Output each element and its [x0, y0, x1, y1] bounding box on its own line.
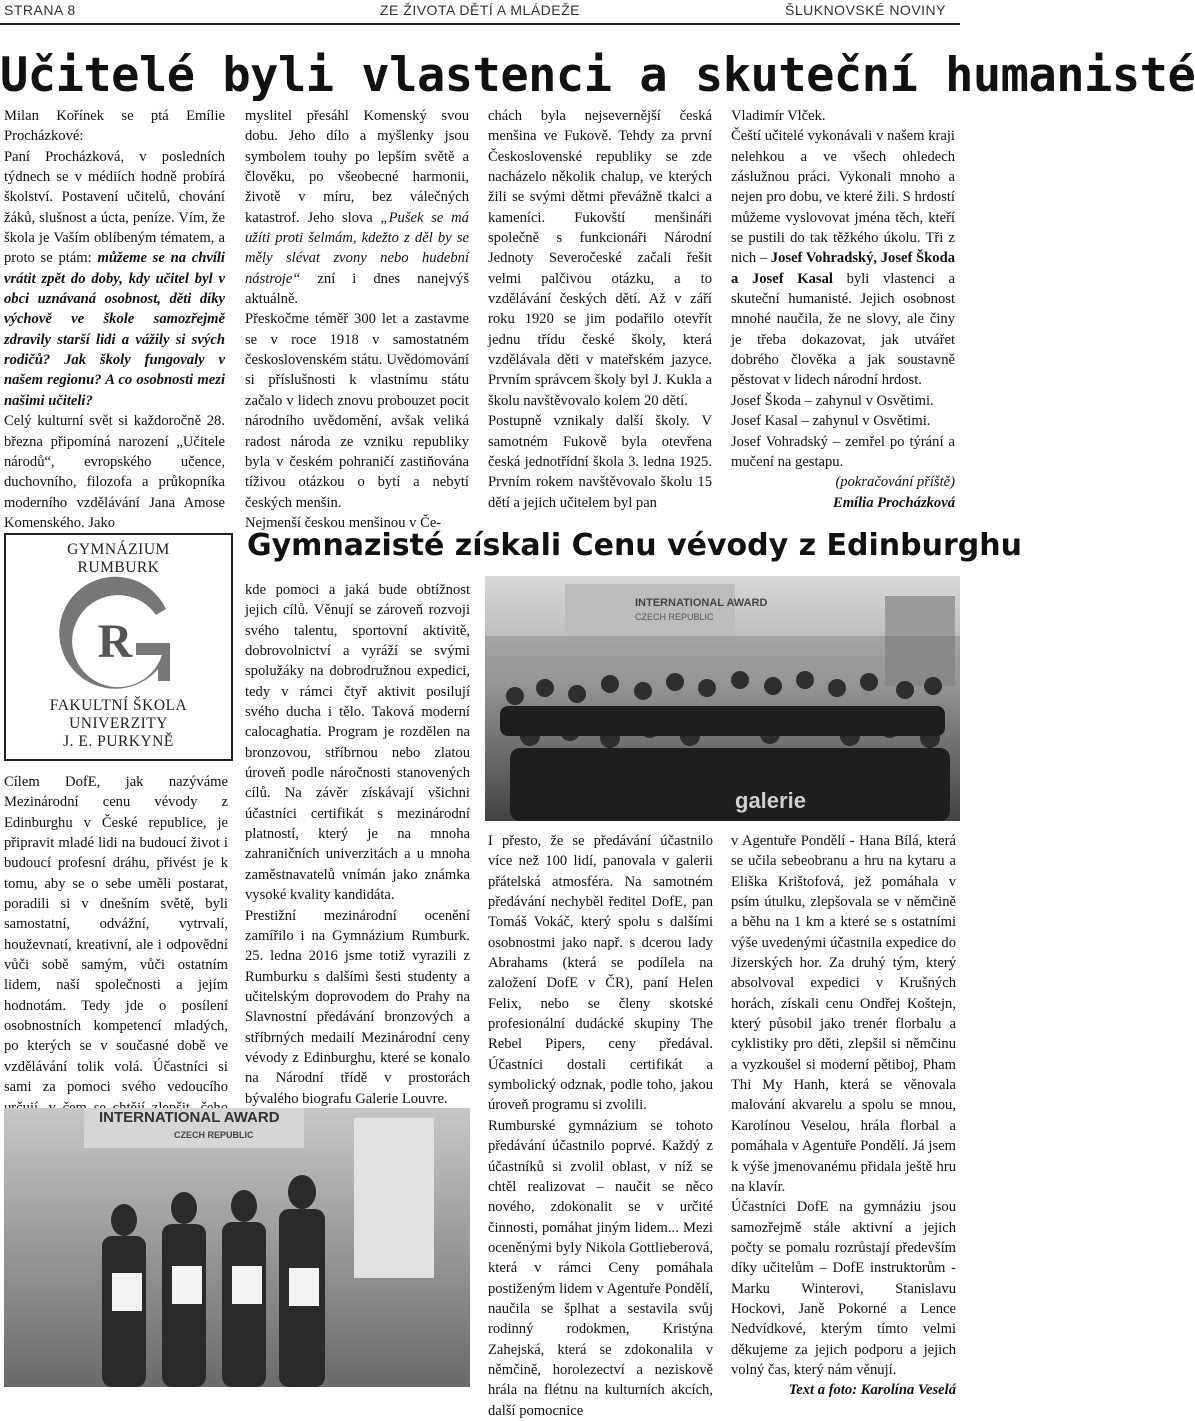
school-logo: [4, 533, 233, 761]
students-photo: [4, 1108, 470, 1387]
paragraph: Přeskočme téměř 300 let a zastavme se v roce 1918 v samostatném československém státu. Uvědomování si příslušnosti k vlastnímu státu začalo v lidech znovu probouzet pocit národního uvědomění, avšak veliká radost národa ze vzniku republiky byla v českém pohraničí zastiňována tíživou otázkou o bytí a nebytí českých menšin.: [245, 311, 469, 511]
paragraph: Nejmenší českou menšinou v Če-: [245, 514, 442, 531]
photo-credit: Text a foto: Karolína Veselá: [788, 1382, 956, 1399]
article2-column-4: [731, 831, 956, 1399]
paragraph: Josef Kasal – zahynul v Osvětimi.: [731, 413, 931, 430]
award-banner-text: INTERNATIONAL AWARD: [99, 1109, 280, 1126]
article1-title: Učitelé byli vlastenci a skuteční humanisté: [0, 48, 1195, 103]
paragraph: Josef Škoda – zahynul v Osvětimi.: [731, 392, 934, 409]
paragraph: Prestižní mezinárodní ocenění zamířilo i na Gymnázium Rumburk. 25. ledna 2016 jsme totiž vyrazili z Rumburku s dalšími šesti studenty a učitelským doprovodem do Prahy na Slavnostní předávání bronzových a stříbrných medailí Mezinárodní ceny vévody z Edinburghu, které se konalo na Národní třídě v prostorách bývalého biografu Galerie Louvre.: [245, 907, 470, 1107]
paragraph: v Agentuře Pondělí - Hana Bílá, která se učila sebeobranu a hru na kytaru a Eliška Krištofová, jež pomáhala v psím útulku, zlepšovala se v němčině a běhu na 1 km a které se s ostatními výše uvedenými účastnila expedice do Jizerských hor. Za druhý tým, který absolvoval expedici v Krušných horách, získali cenu Ondřej Koštejn, který působil jako trenér florbalu a cyklistiky pro děti, zlepšil si němčinu a vyzkoušel si moderní pětiboj, Pham Thi My Hanh, která se věnovala malování akvarelu a spolu se mnou, Karolínou Veselou, hrála florbal a pomáhala v Agentuře Pondělí. Já jsem k výše jmenovanému přidala ještě hru na klavír.: [731, 833, 956, 1195]
paragraph: kde pomoci a jaká bude obtížnost jejich cílů. Věnují se zároveň rozvoji svého talentu, sportovní aktivitě, dobrovolnictví a vyráží se svými spolužáky na dobrodružnou expedici, tedy v rámci čtyř aktivit posilují svého ducha i tělo. Taková moderní calocaghatia. Program je rozdělen na bronzovou, stříbrnou nebo zlatou úroveň podle náročnosti stanovených cílů. Na závěr získávají všichni účastníci certifikát s mezinárodní platností, který je na mnoha zahraničních univerzitách a u mnoha zaměstnavatelů vnímán jako známka vysoké kvality kandidáta.: [245, 582, 470, 904]
paragraph: Čeští učitelé vykonávali v našem kraji nelehkou a ve všech ohledech záslužnou práci. Vykonali mnoho a nejen pro dobu, ve které žili. S hrdostí můžeme vyslovovat jména těch, kteří se pustili do tak těžkého úkolu. Tři z nich – Josef Vohradský, Josef Škoda a Josef Kasal byli vlastenci a skuteční humanisté. Jejich osobnost mnohé naučila, že ne slovy, ale činy je třeba dokazovat, jak utvářet dobrého člověka a jak soustavně pěstovat v lidech národní hrdost.: [731, 128, 955, 389]
group-photo-image: [485, 576, 960, 821]
article1-column-3: [488, 106, 712, 511]
article1-column-1: [4, 106, 225, 531]
paragraph: Cílem DofE, jak nazýváme Mezinárodní cenu vévody z Edinburghu v České republice, je připravit mladé lidi na budoucí život i budoucí profesní dráhu, přivést je k tomu, aby se o sebe uměli postarat, poradili si v dnešním světě, byli samostatní, odvážní, vytrvalí, houževnatí, kreativní, ale i odpovědní vůči sobě samým, vůči ostatním lidem, naší společnosti a jejím hodnotám. Tedy jde o posílení osobnostních kompetencí mladých, po kterých se v současné době ve vzdělávání tolik volá. Účastníci si sami za pomoci svého vedoucího: [4, 774, 228, 1096]
header-rule: [0, 23, 960, 25]
article1-column-4: [731, 106, 955, 511]
teacher-names: Josef Vohradský, Josef Škoda a Josef Kasal: [731, 250, 955, 287]
author-name: Emília Procházková: [832, 494, 955, 511]
article2-column-1: [4, 772, 228, 1096]
article1-column-2: [245, 106, 469, 531]
paragraph: I přesto, že se předávání účastnilo více než 100 lidí, panovala v galerii přátelská atmosféra. Na samotném předávání nechyběl ředitel DofE, pan Tomáš Vokáč, který spolu s dalšími osobnostmi jako např. s dcerou lady Abrahams (která se podílela na založení DofE v ČR), paní Helen Felix, nebo se členy skotské profesionální dudácké skupiny The Rebel Pipers, ceny předával. Účastníci dostali certifikát a symbolický odznak, podle toho, jakou úroveň programu si zvolili.: [488, 833, 713, 1114]
logo-text-top-1: GYMNÁZIUM: [67, 541, 170, 558]
komensky-quote: „Pušek se má užíti proti šelmám, kdežto z děl by se měly slévat zvony nebo hudební nástroje“: [245, 209, 469, 287]
group-photo: [485, 576, 960, 821]
gr-monogram-icon: [58, 585, 178, 695]
logo-text-bottom-1: FAKULTNÍ ŠKOLA: [49, 697, 188, 714]
article2-column-2: [245, 580, 470, 1107]
paragraph: myslitel přesáhl Komenský svou dobu. Jeho dílo a myšlenky jsou symbolem touhy po lepším světě a člověku, po všeobecné harmonii, životě v míru, bez válečných katastrof. Jeho slova „Pušek se má užíti proti šelmám, kdežto z děl by se měly slévat zvony nebo hudební nástroje“ zní i dnes nanejvýš aktuálně.: [245, 108, 469, 308]
section-title: ZE ŽIVOTA DĚTÍ A MLÁDEŽE: [380, 2, 581, 18]
paragraph: Účastníci DofE na gymnáziu jsou samozřejmě stále aktivní a jejich počty se pomalu rozrůstají především díky učitelům – DofE instruktorům - Marku Winterovi, Stanislavu Hockovi, Janě Pokorné a Lence Nedvídkové, kterým tímto velmi děkujeme za jejich podporu a jejich volný čas, který nám věnují.: [731, 1199, 956, 1378]
paragraph: chách byla nejsevernější česká menšina ve Fukově. Tehdy za první Československé republiky se zde nacházelo několik chalup, ve kterých žili se svými dětmi převážně tkalci a kameníci. Fukovští menšináři společně s funkcionáři Národní Jednoty Severočeské začali řešit velmi palčivou otázku, a to vzdělávání českých dětí. Až v září roku 1920 se jim podařilo otevřít jednu třídu české školy, která vzdělávala děti v mateřském jazyce. Prvním správcem školy byl J. Kukla a školu navštěvovalo kolem 20 dětí.: [488, 108, 712, 409]
paragraph: Rumburské gymnázium se tohoto předávání účastnilo poprvé. Každý z účastníků si zvolil oblast, v níž se chtěl realizovat – naučit se něco nového, zdokonalit se v určité činnosti, pomáhat jiným lidem... Mezi oceněnými byly Nikola Gottlieberová, která v rámci Ceny pomáhala postiženým lidem v Agentuře Pondělí, naučila se šplhat a sestavila svůj rodinný rodokmen, Kristýna Zahejská, která se zdokonalila v němčině, horolezectví a neziskově hrála na flétnu na kulturních akcích, další pomocnice: [488, 1117, 713, 1419]
interviewer-line: Milan Kořínek se ptá Emílie Procházkové:: [4, 108, 225, 145]
logo-text-top-2: RUMBURK: [77, 559, 160, 576]
students-photo-image: [4, 1108, 470, 1387]
paragraph: Josef Vohradský – zemřel po týrání a mučení na gestapu.: [731, 433, 955, 470]
award-banner-subtext: CZECH REPUBLIC: [635, 612, 714, 622]
continuation-note: (pokračování příště): [835, 474, 955, 491]
article2-title: Gymnazisté získali Cenu vévody z Edinburghu: [247, 528, 1022, 563]
paragraph: Celý kulturní svět si každoročně 28. března připomíná narození „Učitele národů“, evropského učence, duchovního, filozofa a průkopníka moderního vzdělávání Jana Amose Komenského. Jako: [4, 413, 225, 531]
award-banner-subtext: CZECH REPUBLIC: [174, 1130, 254, 1140]
page-number: STRANA 8: [4, 2, 76, 18]
svg-text:R: R: [97, 615, 133, 668]
interview-question: můžeme se na chvíli vrátit zpět do doby, kdy učitel byl v obci uznávaná osobnost, děti díky výchově ve škole samozřejmě zdravily starší lidi a vážily si svých rodičů? Jak školy fungovaly v našem regionu? A co osobnosti mezi našimi učiteli?: [4, 250, 225, 409]
paragraph: Postupně vznikaly další školy. V samotném Fukově byla otevřena česká jednotřídní škola 3. ledna 1925. Prvním rokem navštěvovalo školu 15 dětí a jejich učitelem byl pan: [488, 413, 712, 511]
logo-text-bottom-3: J. E. PURKYNĚ: [63, 733, 174, 750]
intro-paragraph: Paní Procházková, v posledních týdnech se v médiích hodně probírá školství. Postavení učitelů, chování žáků, slušnost a úcta, peníze. Vím, že škola je Vaším oblíbeným tématem, a proto se ptám: můžeme se na chvíli vrátit zpět do doby, kdy učitel byl v obci uznávaná osobnost, děti díky výchově ve škole samozřejmě zdravily starší lidi a vážily si svých rodičů? Jak školy fungovaly v našem regionu? A co osobnosti mezi našimi učiteli?: [4, 148, 225, 409]
newspaper-name: ŠLUKNOVSKÉ NOVINY: [785, 2, 946, 18]
gallery-sign: galerie: [735, 788, 806, 813]
logo-text-bottom-2: UNIVERZITY: [69, 715, 168, 732]
article2-column-3: [488, 831, 713, 1419]
award-banner-text: INTERNATIONAL AWARD: [635, 597, 768, 609]
paragraph: Vladimír Vlček.: [731, 108, 826, 124]
